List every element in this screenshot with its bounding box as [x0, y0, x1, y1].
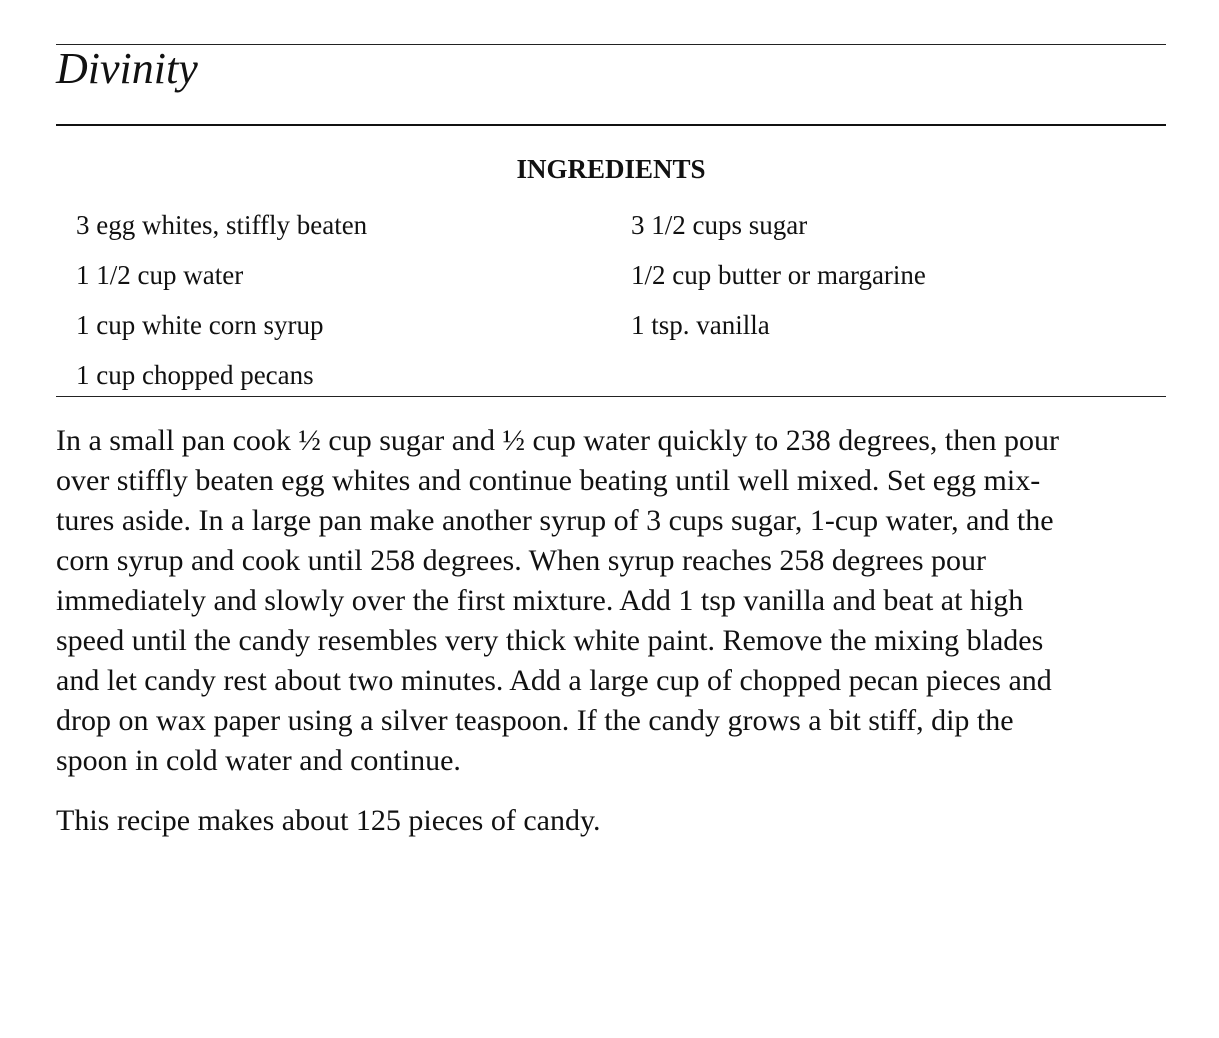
ingredients-bottom-rule — [56, 396, 1166, 397]
ingredients-right-column — [631, 200, 926, 350]
ingredient-item: 1 cup white corn syrup — [76, 310, 324, 340]
instructions-line: over stiffly beaten egg whites and continue beating until well mixed. Set egg mix- — [56, 464, 1041, 497]
instructions-line: tures aside. In a large pan make another syrup of 3 cups sugar, 1-cup water, and the — [56, 504, 1054, 537]
ingredient-item: 1/2 cup butter or margarine — [631, 260, 926, 290]
recipe-title: Divinity — [56, 44, 198, 93]
ingredient-item: 1 tsp. vanilla — [631, 310, 770, 340]
instructions-line: In a small pan cook ½ cup sugar and ½ cup water quickly to 238 degrees, then pour — [56, 424, 1060, 457]
instructions-line: spoon in cold water and continue. — [56, 744, 461, 777]
ingredient-item: 1 cup chopped pecans — [76, 360, 314, 390]
instructions-line: drop on wax paper using a silver teaspoon. If the candy grows a bit stiff, dip the — [56, 704, 1014, 737]
ingredient-item: 3 1/2 cups sugar — [631, 210, 808, 240]
instructions-paragraph — [56, 421, 1166, 781]
ingredient-item: 3 egg whites, stiffly beaten — [76, 210, 368, 240]
instructions-line: and let candy rest about two minutes. Add a large cup of chopped pecan pieces and — [56, 664, 1052, 697]
instructions-line: speed until the candy resembles very thick white paint. Remove the mixing blades — [56, 624, 1044, 657]
title-top-rule — [56, 44, 1166, 45]
ingredients-heading: INGREDIENTS — [516, 154, 706, 184]
recipe-yield: This recipe makes about 125 pieces of candy. — [56, 804, 601, 837]
ingredients-left-column — [76, 200, 367, 400]
ingredient-item: 1 1/2 cup water — [76, 260, 244, 290]
title-bottom-rule — [56, 124, 1166, 126]
instructions-line: corn syrup and cook until 258 degrees. When syrup reaches 258 degrees pour — [56, 544, 986, 577]
instructions-line: immediately and slowly over the first mixture. Add 1 tsp vanilla and beat at high — [56, 584, 1024, 617]
